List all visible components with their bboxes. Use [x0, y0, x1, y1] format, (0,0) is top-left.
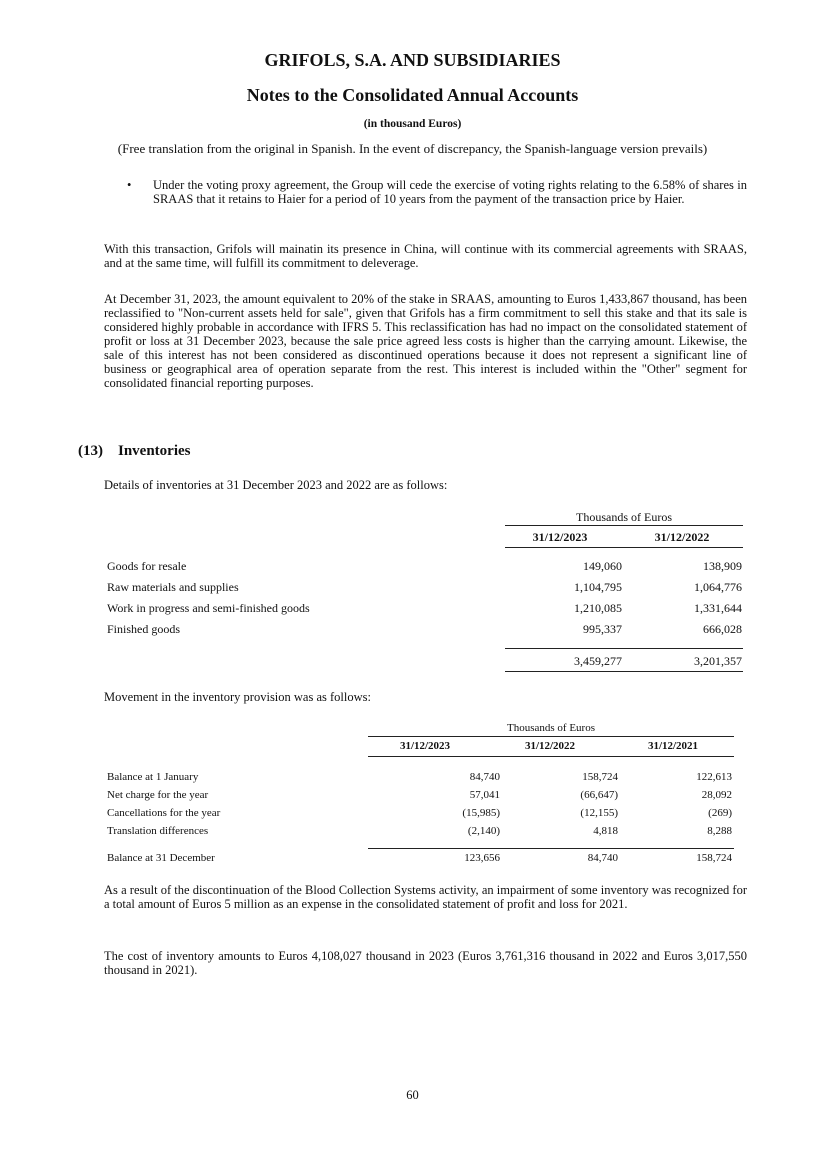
total-value: 158,724 [696, 852, 732, 864]
row-label: Balance at 31 December [107, 852, 215, 864]
table-row [0, 807, 825, 822]
document-title: Notes to the Consolidated Annual Accounts [246, 85, 579, 105]
paragraph-provision-intro: Movement in the inventory provision was as follows: [104, 690, 371, 704]
bullet-item [127, 178, 747, 206]
paragraph-reclassification: At December 31, 2023, the amount equivalent to 20% of the stake in SRAAS, amounting to Euros 1,433,867 thousand, has been reclassified to "Non-current assets held for sale", given that Grifols has a firm commitment to sell this stake and that its sale is considered highly probable in accordance with IFRS 5. This reclassification has had no impact on the consolidated statement of profit or loss at 31 December 2023, because the sale price agreed less costs is higher than the carrying amount. Likewise, the sale of this interest has not been considered as discontinued operations because it does not represent a significant line of business or geographical area of operation separate from the rest. This interest is included within the "Other" segment for consolidated financial reporting purposes. [104, 292, 747, 390]
section-number: (13) [78, 443, 103, 459]
paragraph-presence-china: With this transaction, Grifols will mainatin its presence in China, will continue with its commercial agreements with SRAAS, and at the same time, will fulfill its commitment to deleverage. [104, 242, 747, 270]
divider [505, 525, 743, 526]
table-row [0, 789, 825, 804]
row-label: Balance at 1 January [107, 771, 199, 783]
cell-value: 138,909 [703, 559, 742, 573]
divider [505, 671, 743, 672]
units-note: (in thousand Euros) [363, 118, 462, 130]
company-title: GRIFOLS, S.A. AND SUBSIDIARIES [264, 50, 561, 70]
divider [368, 736, 734, 737]
cell-value: 149,060 [583, 559, 622, 573]
total-value: 123,656 [464, 852, 500, 864]
translation-note: (Free translation from the original in Spanish. In the event of discrepancy, the Spanish-language version prevails) [117, 141, 708, 156]
row-label: Raw materials and supplies [107, 580, 239, 594]
total-value: 3,201,357 [694, 654, 742, 668]
cell-value: (66,647) [580, 789, 618, 801]
table-row [0, 580, 825, 596]
cell-value: 4,818 [593, 825, 618, 837]
cell-value: 1,331,644 [694, 601, 742, 615]
cell-value: 1,064,776 [694, 580, 742, 594]
total-row [0, 654, 825, 670]
divider [505, 547, 743, 548]
row-label: Translation differences [107, 825, 209, 837]
cell-value: 122,613 [696, 771, 732, 783]
cell-value: (2,140) [467, 825, 500, 837]
bullet-icon: • [127, 178, 132, 192]
bullet-text: Under the voting proxy agreement, the Group will cede the exercise of voting rights relating to the 6.58% of shares in SRAAS that it retains to Haier for a period of 10 years from the payment of the transaction price by Haier. [153, 178, 747, 206]
cell-value: 1,210,085 [574, 601, 622, 615]
paragraph-cost-of-inventory: The cost of inventory amounts to Euros 4,108,027 thousand in 2023 (Euros 3,761,316 thousand in 2022 and Euros 3,017,550 thousand in 2021). [104, 949, 747, 977]
column-header: 31/12/2022 [654, 530, 710, 544]
cell-value: 84,740 [469, 771, 500, 783]
divider [368, 756, 734, 757]
row-label: Work in progress and semi-finished goods [107, 601, 310, 615]
column-header: 31/12/2022 [524, 740, 576, 752]
table-caption: Thousands of Euros [507, 722, 595, 734]
column-header: 31/12/2021 [647, 740, 699, 752]
section-heading [78, 443, 191, 460]
row-label: Cancellations for the year [107, 807, 221, 819]
cell-value: (269) [708, 807, 732, 819]
divider [368, 848, 734, 849]
cell-value: (15,985) [462, 807, 500, 819]
row-label: Goods for resale [107, 559, 187, 573]
total-row [0, 852, 825, 867]
table-row [0, 559, 825, 575]
cell-value: 57,041 [469, 789, 500, 801]
cell-value: (12,155) [580, 807, 618, 819]
total-value: 84,740 [587, 852, 618, 864]
cell-value: 158,724 [582, 771, 618, 783]
section-title: Inventories [118, 443, 191, 459]
cell-value: 995,337 [583, 622, 622, 636]
table-row [0, 771, 825, 786]
column-header: 31/12/2023 [399, 740, 451, 752]
paragraph-inventory-intro: Details of inventories at 31 December 2023 and 2022 are as follows: [104, 478, 448, 492]
cell-value: 8,288 [707, 825, 732, 837]
total-value: 3,459,277 [574, 654, 622, 668]
page-number: 60 [406, 1088, 419, 1102]
row-label: Finished goods [107, 622, 181, 636]
table-row [0, 601, 825, 617]
cell-value: 1,104,795 [574, 580, 622, 594]
cell-value: 28,092 [701, 789, 732, 801]
column-header: 31/12/2023 [532, 530, 588, 544]
table-row [0, 825, 825, 840]
row-label: Net charge for the year [107, 789, 209, 801]
divider [505, 648, 743, 649]
table-row [0, 622, 825, 638]
paragraph-impairment: As a result of the discontinuation of the Blood Collection Systems activity, an impairment of some inventory was recognized for a total amount of Euros 5 million as an expense in the consolidated statement of profit and loss for 2021. [104, 883, 747, 911]
table-caption: Thousands of Euros [576, 510, 672, 524]
cell-value: 666,028 [703, 622, 742, 636]
